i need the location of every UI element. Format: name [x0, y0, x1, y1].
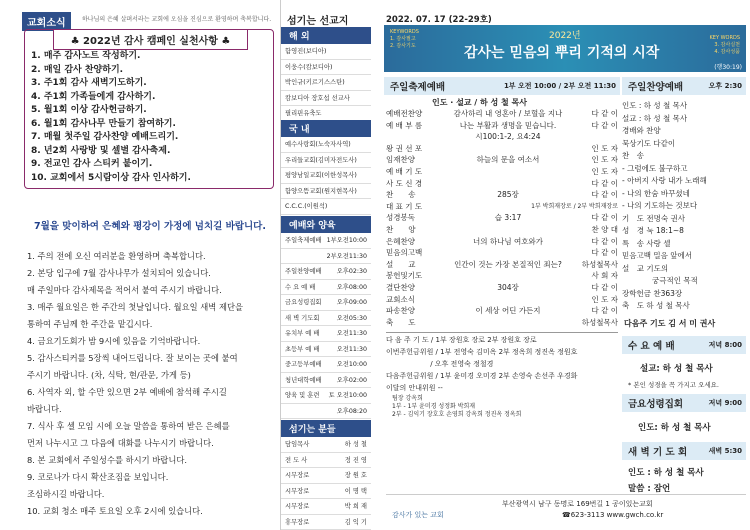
list-item: C.C.C.(이원석) — [281, 199, 371, 215]
section-tag: 교회소식 — [22, 12, 71, 31]
schedule-row: 초등부 예 배 오전11:30 — [281, 342, 371, 358]
right-panel: 2022. 07. 17 (22-29호) KEYWORDS 1. 감사필고 2. 감사기도 2022년 감사는 믿음의 뿌리 기적의 시작 KEY WORDS 3. 감사실천 4. 감사성품 (행30:19) 주일축제예배 1부 오전 10:00 / 2부 오전 11:30 인도 · 설교 / 하 성 철 목사 예배전찬양 감사하리 내 영혼아 / 보혈을 지나 다 같 이 예 배 부 름 나는 부활과 생명을 믿습니다. 다 같 이 시100:1-2, 요4:24 왕 권 선 포 인 도 자 임재찬양 하늘의 문을 여소서 인 도 자 예 배 기 도 인 도 자 사 도 신 경 다 같 이 찬 송 285장 다 같 이 대 표 기 도 1부 박희재장로 / 2부 박희재장로 성경봉독 습 3:17 다 같 이 찬 양 찬 양 대 은혜찬양 너의 하나님 여호와가 다 같 이 믿음의고백 다 같 이 설 교 인간이 것는 가장 본질적인 죄는? 하성철목사 봉헌및기도 사 회 자 결단찬양 304장 다 같 이 교회소식 인 도 자 파송찬양 이 세상 어딘 가든지 다 같 이 축 도 하성철목사 주일찬양예배 오후 2:30 인도 : 하 성 철 목사 설교 : 하 성 철 목사 경배와 찬양 묵상기도 다같이 찬 송 - 그럼에도 불구하고 - 아버지 사랑 내가 노래해 - 나의 한숨 바꾸셨네 - 나의 기도하는 것보다 기 도 전명숙 권사 성 경 눅 18:1~8 특 송 사랑 셀 믿음고백 밀음 앞에서 설 교 기도의 궁극적인 목적 장학헌금 찬363장 축 도 하 성 철 목사 다음주 기도 김 서 미 권사 수 요 예 배 저녁 8:00 설교: 하 성 철 목사 * 본인 성경을 꼭 가지고 오세요. 금요성령집회 저녁 9:00 인도: 하 성 철 목사 새 벽 기 도 회 새벽 5:30 인도 : 하 성 철 목사 말씀 : 잠언 다 음 주 기 도 / 1부 장원호 장로 2부 장원호 장로 이번주헌금위원 / 1부 전영숙 김미옥 2부 정옥희 정진옥 정원호 / 오후 전영숙 정철경 다음주헌금위원 / 1부 윤미경 오미경 2부 손영숙 손선주 우경화 이달의 안내위원 -- 팀장 강옥희 1부 - 1부 윤미경 성정화 박희재 2부 - 김익기 장호호 손영희 강옥희 정진옥 정옥희 감사가 있는 교회 부산광역시 남구 동명로 169번길 1 공이있는교회 ☎623-3113 www.gwch.co.kr — [372, 0, 750, 530]
list-item: 함영진(보디아) — [281, 44, 371, 60]
notice-item: 2. 본당 입구에 7월 감사나무가 설치되어 있습니다. — [27, 268, 211, 278]
worship-row: 찬 양 찬 양 대 — [386, 225, 618, 234]
server-row: 담임목사 하 성 철 — [281, 437, 371, 453]
notice-item: 9. 코로나가 다시 확산조짐을 보입니다. — [27, 472, 169, 482]
list-item: 캄보디아 장호섭 선교사 — [281, 91, 371, 107]
worship-row: 예배전찬양 감사하리 내 영혼아 / 보혈을 지나 다 같 이 — [386, 109, 618, 118]
domestic-list — [281, 137, 371, 215]
server-row: 시무장로 이 명 택 — [281, 484, 371, 500]
worship-row: 교회소식 인 도 자 — [386, 294, 618, 304]
notice-item: 매 주일마다 감사제목을 적어서 붙여 주시기 바랍니다. — [27, 285, 222, 295]
server-row: 시무장로 장 원 호 — [281, 468, 371, 484]
campaign-title: ♣ 2022년 감사 캠페인 실천사항 ♣ — [53, 29, 248, 50]
worship-row: 왕 권 선 포 인 도 자 — [386, 143, 618, 153]
keywords-right: KEY WORDS 3. 감사실천 4. 감사성품 — [709, 35, 740, 55]
list-item: 함양으뜸교회(원지현목사) — [281, 184, 371, 200]
worship-row: 임재찬양 하늘의 문을 여소서 인 도 자 — [386, 155, 618, 165]
notice-item: 7. 식사 후 셀 모임 시에 오늘 말씀을 통하여 받은 은혜를 — [27, 421, 230, 431]
friday-leader: 인도: 하 성 철 목사 — [638, 423, 711, 433]
notice-item: 10. 교회 청소 매주 토요일 오후 2시에 있습니다. — [27, 506, 203, 516]
divider — [386, 332, 618, 333]
church-address: 부산광역시 남구 동명로 169번길 1 공이있는교회 — [502, 500, 653, 508]
list-item: 박인규(키르기스스탄) — [281, 75, 371, 91]
worship-row: 설 교 인간이 것는 가장 본질적인 죄는? 하성철목사 — [386, 259, 618, 269]
schedule-row: 청년대학예배 오후02:00 — [281, 373, 371, 389]
footer-divider — [386, 494, 746, 495]
campaign-box — [24, 29, 274, 189]
schedule-row: 주일축제예배 1부오전10:00 — [281, 233, 371, 249]
worship-row: 성경봉독 습 3:17 다 같 이 — [386, 213, 618, 223]
server-row: 휴무장로 김 익 기 — [281, 515, 371, 530]
schedule-row: 수 요 예 배 오후08:00 — [281, 280, 371, 296]
banner-year: 2022년 — [549, 31, 581, 41]
welcome-note: 하나님의 은혜 살펴서라는 교회에 오심을 진심으로 환영하며 축복합니다. — [82, 16, 272, 23]
worship-row: 봉헌및기도 사 회 자 — [386, 271, 618, 281]
main-worship-leader: 인도 · 설교 / 하 성 철 목사 — [432, 98, 528, 107]
worship-row: 결단찬양 304장 다 같 이 — [386, 283, 618, 292]
schedule-row: 양육 및 훈련 토 오전10:00 — [281, 388, 371, 404]
schedule-row: 중고등부예배 오전10:00 — [281, 357, 371, 373]
banner-reference: (행30:19) — [714, 64, 742, 71]
notice-item: 5. 감사스티커를 5장씩 내어드립니다. 잘 보이는 곳에 붙여 — [27, 353, 238, 363]
worship-row: 대 표 기 도 1부 박희재장로 / 2부 박희재장로 — [386, 201, 618, 211]
dawn-leader: 인도 : 하 성 철 목사 — [628, 468, 704, 478]
main-worship-title: 주일축제예배 — [390, 82, 446, 93]
notice-item: 4. 금요기도회가 밤 9시에 있음을 기억바랍니다. — [27, 336, 201, 346]
campaign-item: 7. 매월 첫주일 감사찬양 예배드리기. — [31, 132, 179, 142]
list-item: 이웅수(캄보디아) — [281, 60, 371, 76]
list-item: 예수사랑회(노숙자사역) — [281, 137, 371, 153]
issue-date: 2022. 07. 17 (22-29호) — [386, 15, 492, 25]
worship-row: 사 도 신 경 다 같 이 — [386, 178, 618, 188]
notice-item: 6. 사역자 외, 할 수만 있으면 2부 예배에 참석해 주시길 — [27, 387, 227, 397]
worship-row: 찬 송 285장 다 같 이 — [386, 190, 618, 200]
server-row: 전 도 사 정 진 영 — [281, 453, 371, 469]
overseas-header: 해 외 — [281, 27, 371, 44]
list-item: 평양남일교회(이한성목사) — [281, 168, 371, 184]
campaign-item: 6. 월1회 감사나무 만들기 참여하기. — [31, 118, 176, 129]
overseas-list — [281, 44, 371, 122]
schedule-row: 유치부 예 배 오전11:30 — [281, 326, 371, 342]
main-worship-header — [384, 77, 620, 95]
campaign-item: 2. 매일 감사 찬양하기. — [31, 64, 124, 75]
notice-item: 먼저 나누시고 그 다음에 대화를 나누시기 바랍니다. — [27, 438, 214, 448]
praise-order: 인도 : 하 성 철 목사 설교 : 하 성 철 목사 경배와 찬양 묵상기도 다같이 찬 송 - 그럼에도 불구하고 - 아버지 사랑 내가 노래해 - 나의 한숨 바꾸셨네 - 나의 기도하는 것보다 기 도 전명숙 권사 성 경 눅 18:1~8 특 송 사랑 셀 믿음고백 밀음 앞에서 설 교 기도의 궁극적인 목적 장학헌금 찬363장 축 도 하 성 철 목사 — [622, 101, 707, 310]
schedule-row: 새 벽 기도회 오전05:30 — [281, 311, 371, 327]
highlight-message: 7월을 맞이하여 은혜와 평강이 가정에 넘치길 바랍니다. — [34, 221, 266, 232]
left-panel — [0, 0, 280, 530]
notice-item: 3. 매주 월요일은 한 주간의 첫날입니다. 월요일 새벽 제단을 — [27, 302, 243, 312]
servers-list — [281, 437, 371, 530]
notice-item: 조심하시길 바랍니다. — [27, 489, 105, 499]
wednesday-note: * 본인 성경을 꼭 가지고 오세요. — [628, 381, 719, 389]
worship-row: 믿음의고백 다 같 이 — [386, 248, 618, 258]
schedule-row: 오후08:20 — [281, 404, 371, 420]
wednesday-header: 수 요 예 배 저녁 8:00 — [622, 336, 746, 354]
worship-row: 시100:1-2, 요4:24 — [475, 132, 541, 142]
worship-row: 축 도 하성철목사 — [386, 317, 618, 327]
campaign-item: 1. 매주 감사노트 작성하기. — [31, 51, 141, 61]
theme-banner — [384, 25, 746, 72]
notice-item: 통하여 주님께 한 주간을 맡깁시다. — [27, 319, 153, 329]
domestic-header: 국 내 — [281, 120, 371, 137]
campaign-list — [31, 50, 191, 185]
campaign-item: 4. 주1회 가족들에게 감사하기. — [31, 91, 156, 102]
schedule-list — [281, 233, 371, 419]
schedule-row: 2부오전11:30 — [281, 249, 371, 265]
mission-title: 섬기는 선교지 — [287, 16, 349, 27]
servers-header: 섬기는 분들 — [281, 420, 371, 437]
campaign-item: 10. 교회에서 5시람이상 감사 인사하기. — [31, 172, 191, 183]
server-row: 시무장로 박 희 재 — [281, 499, 371, 515]
campaign-item: 5. 월1회 이상 감사헌금하기. — [31, 105, 147, 115]
list-item: 필리핀유축도 — [281, 106, 371, 122]
notice-item: 주시기 바랍니다. (차, 식탁, 현/관문, 가게 등) — [27, 370, 191, 380]
schedule-row: 금요성령집회 오후09:00 — [281, 295, 371, 311]
schedule-header: 예배와 양육 — [281, 216, 371, 233]
notice-item: 8. 본 교회에서 주일성수를 하시기 바랍니다. — [27, 455, 187, 465]
church-contact: ☎623-3113 www.gwch.co.kr — [562, 511, 664, 519]
wednesday-leader: 설교: 하 성 철 목사 — [640, 364, 713, 374]
campaign-item: 8. 년2회 사랑방 및 셀별 감사축제. — [31, 145, 171, 156]
campaign-item: 3. 주1회 감사 새벽기도하기. — [31, 78, 147, 88]
worship-row: 파송찬양 이 세상 어딘 가든지 다 같 이 — [386, 306, 618, 316]
worship-row: 예 배 기 도 인 도 자 — [386, 167, 618, 176]
schedule-row: 주일찬양예배 오후02:30 — [281, 264, 371, 280]
praise-worship-header: 주일찬양예배 오후 2:30 — [622, 77, 746, 95]
middle-panel — [280, 0, 370, 530]
notice-list — [27, 248, 280, 520]
notice-item: 바랍니다. — [27, 404, 62, 414]
praise-next-prayer: 다음주 기도 김 서 미 권사 — [624, 319, 716, 328]
notice-item: 1. 주의 전에 오신 여러분을 환영하며 축복합니다. — [27, 251, 206, 261]
dawn-word: 말씀 : 잠언 — [628, 484, 671, 494]
main-worship-time: 1부 오전 10:00 / 2부 오전 11:30 — [503, 82, 616, 90]
worship-row: 은혜찬양 너의 하나님 여호와가 다 같 이 — [386, 236, 618, 246]
worship-row: 예 배 부 름 나는 부활과 생명을 믿습니다. 다 같 이 — [386, 120, 618, 130]
list-item: 우리들교회(김미자전도사) — [281, 153, 371, 169]
dawn-header: 새 벽 기 도 회 새벽 5:30 — [622, 442, 746, 460]
campaign-item: 9. 전교인 감사 스티커 붙이기. — [31, 159, 153, 169]
keywords-left: KEYWORDS 1. 감사필고 2. 감사기도 — [390, 29, 419, 49]
church-logo-name: 감사가 있는 교회 — [392, 511, 444, 519]
banner-title: 감사는 믿음의 뿌리 기적의 시작 — [464, 45, 660, 61]
friday-header: 금요성령집회 저녁 9:00 — [622, 394, 746, 412]
